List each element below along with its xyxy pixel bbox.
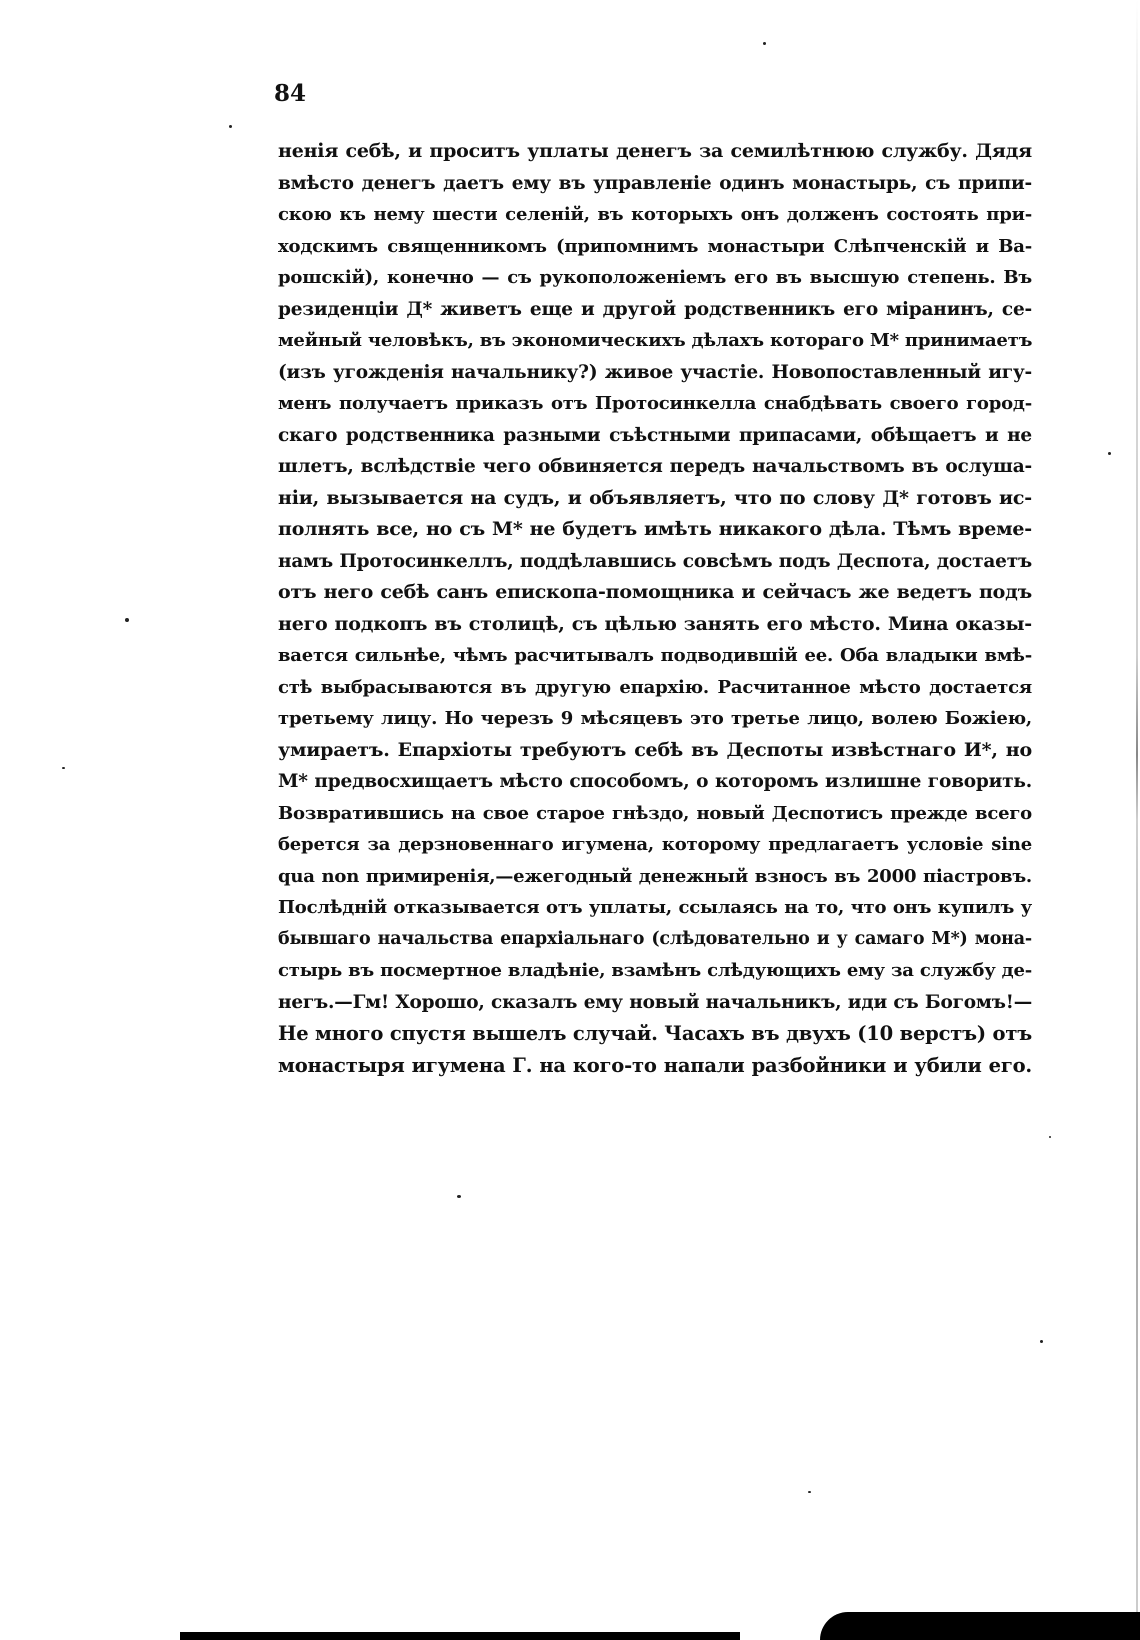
text-line: ніи, вызывается на судъ, и объявляетъ, что по слову Д* готовъ ис- — [278, 486, 1032, 509]
text-line: М* предвосхищаетъ мѣсто способомъ, о которомъ излишне говорить. — [278, 771, 1032, 792]
text-line: монастыря игумена Г. на кого-то напали разбойники и убили его. — [278, 1053, 1032, 1077]
scan-speck — [62, 767, 65, 769]
text-line: шлетъ, вслѣдствіе чего обвиняется передъ начальствомъ въ ослуша- — [278, 456, 1032, 477]
text-line: третьему лицу. Но черезъ 9 мѣсяцевъ это третье лицо, волею Божіею, — [278, 708, 1032, 729]
text-line: qua non примиренія,—ежегодный денежный взносъ въ 2000 піастровъ. — [278, 865, 1032, 887]
scan-speck — [763, 42, 766, 45]
text-line: ненія себѣ, и проситъ уплаты денегъ за семилѣтнюю службу. Дядя — [278, 140, 1032, 162]
scan-speck — [1049, 1136, 1051, 1138]
text-line: ходскимъ священникомъ (припомнимъ монастыри Слѣпченскій и Ва- — [278, 235, 1032, 257]
scan-speck — [1108, 452, 1111, 455]
text-line: Послѣдній отказывается отъ уплаты, ссылаясь на то, что онъ купилъ у — [278, 897, 1032, 918]
text-line: резиденціи Д* живетъ еще и другой родственникъ его міранинъ, се- — [278, 298, 1032, 320]
page-edge-shadow — [1136, 0, 1138, 1640]
scan-speck — [457, 1195, 461, 1198]
text-line: полнять все, но съ М* не будетъ имѣть никакого дѣла. Тѣмъ време- — [278, 518, 1032, 540]
text-line: умираетъ. Епархіоты требуютъ себѣ въ Деспоты извѣстнаго И*, но — [278, 738, 1032, 761]
text-line: стѣ выбрасываются въ другую епархію. Расчитанное мѣсто достается — [278, 676, 1032, 698]
text-line: намъ Протосинкеллъ, поддѣлавшись совсѣмъ подъ Деспота, достаетъ — [278, 550, 1032, 572]
scan-speck — [1040, 1340, 1043, 1343]
text-line: вмѣсто денегъ даетъ ему въ управленіе одинъ монастырь, съ припи- — [278, 172, 1032, 194]
scan-speck — [808, 1491, 811, 1493]
text-line: него подкопъ въ столицѣ, съ цѣлью занять его мѣсто. Мина оказы- — [278, 612, 1032, 635]
scan-speck — [125, 618, 129, 622]
text-line: (изъ угожденія начальнику?) живое участіе. Новопоставленный игу- — [278, 361, 1032, 383]
text-line: Не много спустя вышелъ случай. Часахъ въ двухъ (10 верстъ) отъ — [278, 1022, 1032, 1045]
text-line: отъ него себѣ санъ епископа-помощника и сейчасъ же ведетъ подъ — [278, 581, 1032, 603]
text-line: мейный человѣкъ, въ экономическихъ дѣлахъ котораго М* принимаетъ — [278, 330, 1033, 351]
scan-bottom-edge — [180, 1632, 740, 1640]
text-line: Возвратившись на свое старое гнѣздо, новый Деспотисъ прежде всего — [278, 802, 1032, 824]
page-number: 84 — [274, 80, 307, 107]
text-line: вается сильнѣе, чѣмъ расчитывалъ подводившій ее. Оба владыки вмѣ- — [278, 645, 1032, 666]
text-line: негъ.—Гм! Хорошо, сказалъ ему новый начальникъ, иди съ Богомъ!— — [278, 991, 1032, 1013]
text-line: берется за дерзновеннаго игумена, которому предлагаетъ условіе sine — [278, 834, 1032, 855]
text-line: стырь въ посмертное владѣніе, взамѣнъ слѣдующихъ ему за службу де- — [278, 960, 1032, 981]
text-line: рошскій), конечно — съ рукоположеніемъ его въ высшую степень. Въ — [278, 267, 1032, 288]
scan-bottom-edge — [820, 1612, 1140, 1640]
text-line: менъ получаетъ приказъ отъ Протосинкелла снабдѣвать своего город- — [278, 393, 1032, 414]
text-line: скаго родственника разными съѣстными припасами, обѣщаетъ и не — [278, 424, 1032, 446]
text-line: скою къ нему шести селеній, въ которыхъ онъ долженъ состоять при- — [278, 204, 1032, 225]
scan-speck — [229, 125, 232, 128]
text-line: бывшаго начальства епархіальнаго (слѣдовательно и у самаго М*) мона- — [278, 928, 1032, 949]
body-text — [278, 136, 1032, 1081]
